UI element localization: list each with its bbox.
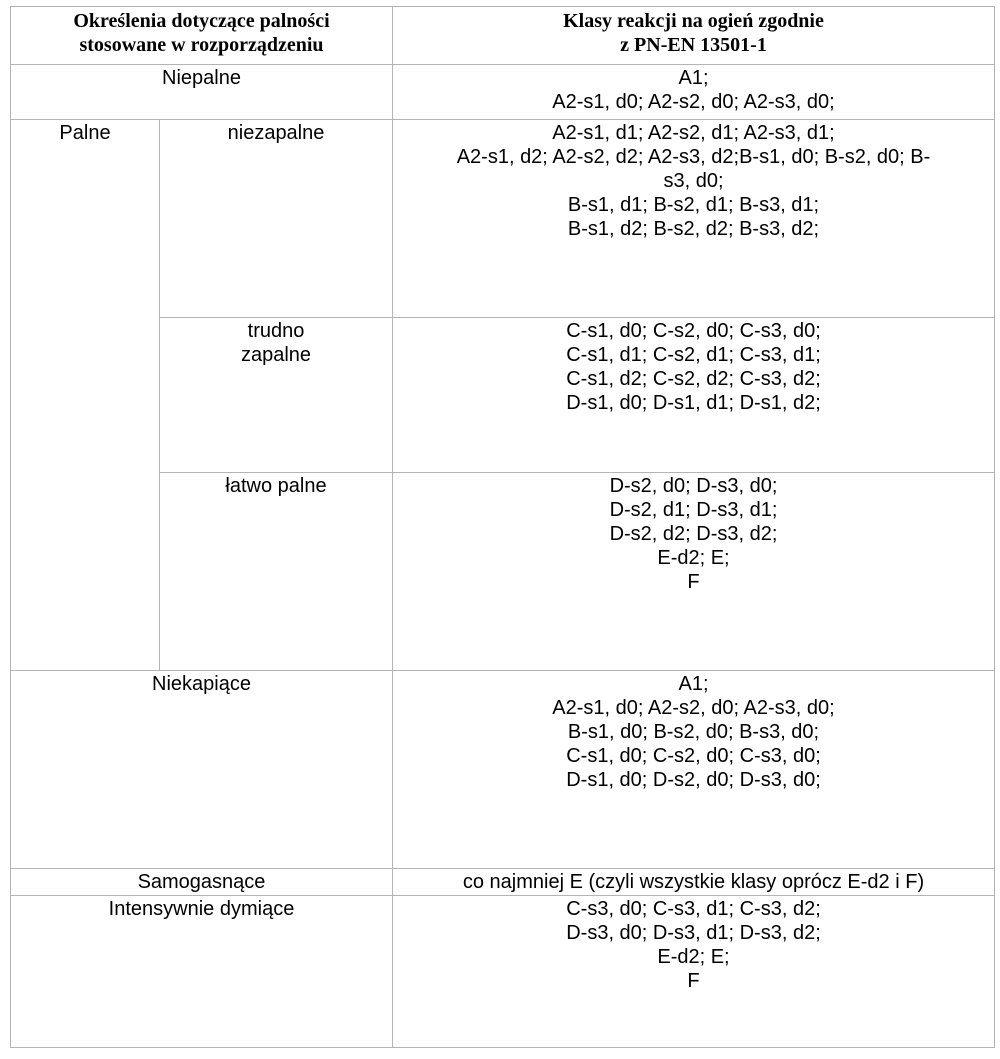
label-text: łatwo palne — [225, 475, 327, 497]
label-text: trudno — [247, 320, 305, 342]
class-line: A2-s1, d1; A2-s2, d1; A2-s3, d1; — [552, 122, 835, 144]
label-latwo-palne — [160, 473, 393, 671]
row-niepalne — [11, 65, 995, 120]
class-line: A2-s1, d0; A2-s2, d0; A2-s3, d0; — [552, 697, 835, 719]
row-intensywnie-dymiace — [11, 896, 995, 1048]
class-line: F — [687, 970, 700, 992]
classes-trudno-zapalne — [393, 318, 995, 473]
class-line: D-s2, d0; D-s3, d0; — [609, 475, 778, 497]
class-line: A1; — [678, 67, 709, 89]
header-left-line: Określenia dotyczące palności — [73, 10, 330, 32]
class-line: D-s1, d0; D-s2, d0; D-s3, d0; — [566, 769, 821, 791]
label-text: Samogasnące — [137, 871, 266, 893]
header-left-line: stosowane w rozporządzeniu — [79, 34, 324, 56]
label-palne — [11, 120, 160, 671]
label-niezapalne — [160, 120, 393, 318]
class-line: A2-s1, d2; A2-s2, d2; A2-s3, d2;B-s1, d0; B-s2, d0; B- — [456, 146, 931, 168]
class-line: B-s1, d2; B-s2, d2; B-s3, d2; — [567, 218, 820, 240]
classes-niezapalne — [393, 120, 995, 318]
label-niekapiace — [11, 671, 393, 869]
header-right-line: Klasy reakcji na ogień zgodnie — [563, 10, 824, 32]
class-line: D-s3, d0; D-s3, d1; D-s3, d2; — [566, 922, 821, 944]
header-left-cell — [11, 7, 393, 65]
classes-niepalne — [393, 65, 995, 120]
label-text: Niekapiące — [152, 673, 251, 695]
label-text: niezapalne — [227, 122, 325, 144]
class-line: co najmniej E (czyli wszystkie klasy oprócz E-d2 i F) — [462, 871, 925, 893]
classes-niekapiace — [393, 671, 995, 869]
class-line: E-d2; E; — [657, 946, 730, 968]
class-line: D-s2, d1; D-s3, d1; — [609, 499, 778, 521]
header-right-cell — [393, 7, 995, 65]
class-line: A1; — [678, 673, 709, 695]
header-row — [11, 7, 995, 65]
label-niepalne — [11, 65, 393, 120]
label-text: zapalne — [240, 344, 312, 366]
label-trudno-zapalne — [160, 318, 393, 473]
row-samogasnace — [11, 869, 995, 896]
classes-latwo-palne — [393, 473, 995, 671]
class-line: C-s1, d0; C-s2, d0; C-s3, d0; — [566, 320, 821, 342]
class-line: E-d2; E; — [657, 547, 730, 569]
label-text: Intensywnie dymiące — [108, 898, 295, 920]
label-text: Palne — [59, 122, 111, 144]
class-line: D-s2, d2; D-s3, d2; — [609, 523, 778, 545]
classes-intensywnie-dymiace — [393, 896, 995, 1048]
class-line: B-s1, d0; B-s2, d0; B-s3, d0; — [567, 721, 820, 743]
class-line: C-s1, d0; C-s2, d0; C-s3, d0; — [566, 745, 821, 767]
class-line: B-s1, d1; B-s2, d1; B-s3, d1; — [567, 194, 820, 216]
class-line: C-s3, d0; C-s3, d1; C-s3, d2; — [566, 898, 821, 920]
fire-classification-table — [10, 6, 995, 1048]
class-line: C-s1, d2; C-s2, d2; C-s3, d2; — [566, 368, 821, 390]
class-line: F — [687, 571, 700, 593]
row-niezapalne — [11, 120, 995, 318]
header-right-line: z PN-EN 13501-1 — [620, 34, 767, 56]
label-intensywnie-dymiace — [11, 896, 393, 1048]
class-line: s3, d0; — [663, 170, 724, 192]
label-samogasnace — [11, 869, 393, 896]
classes-samogasnace — [393, 869, 995, 896]
class-line: A2-s1, d0; A2-s2, d0; A2-s3, d0; — [552, 91, 835, 113]
row-niekapiace — [11, 671, 995, 869]
label-text: Niepalne — [162, 67, 241, 89]
class-line: C-s1, d1; C-s2, d1; C-s3, d1; — [566, 344, 821, 366]
class-line: D-s1, d0; D-s1, d1; D-s1, d2; — [566, 392, 821, 414]
